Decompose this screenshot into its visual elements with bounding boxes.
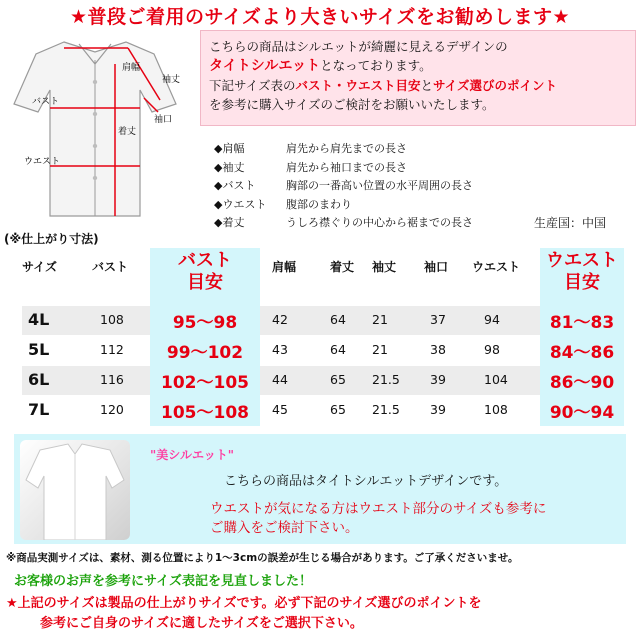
cuff-label: 袖口 [154, 115, 173, 125]
headline: ★普段ご着用のサイズより大きいサイズをお勧めします★ [69, 6, 571, 28]
definition-item: ◆バスト 胸部の一番高い位置の水平周囲の長さ [214, 179, 473, 192]
header-cuff: 袖口 [424, 260, 449, 274]
size-cell: 7L [28, 400, 50, 419]
shoulder-label: 肩幅 [122, 63, 141, 73]
definition-item: ◆ウエスト 腹部のまわり [214, 197, 352, 211]
notice-line-1: こちらの商品はシルエットが綺麗に見えるデザインの [209, 39, 508, 54]
bust-guide-cell: 99～102 [166, 343, 244, 363]
length-label: 着丈 [118, 127, 137, 137]
notice-line-4: を参考に購入サイズのご検討をお願いいたします。 [209, 97, 495, 112]
shoulder-cell: 44 [272, 372, 288, 387]
waist-cell: 98 [484, 342, 500, 357]
measurement-definitions [214, 140, 473, 233]
definition-item: ◆肩幅 肩先から肩先までの長さ [214, 142, 407, 155]
size-cell: 5L [28, 340, 50, 359]
length-cell: 64 [330, 312, 346, 327]
bust-cell: 112 [100, 342, 124, 357]
shirt-measurement-diagram [4, 34, 186, 224]
final-notice: ★上記のサイズは製品の仕上がりサイズです。必ず下記のサイズ選びのポイントを 参考にご自身のサイズに適したサイズをご選択下さい。 [6, 596, 482, 631]
definition-item: ◆袖丈 肩先から袖口までの長さ [214, 160, 407, 174]
country-of-origin: 生産国：中国 [534, 216, 607, 230]
notice-line-2-rest: となっております。 [320, 58, 432, 73]
notice-line-3b: と [420, 78, 434, 93]
measurement-disclaimer: ※商品実測サイズは、素材、測る位置により1～3cmの誤差が生じる場合があります。ご了承くださいませ。 [6, 552, 519, 564]
notice-size-points: サイズ選びのポイント [433, 78, 558, 93]
header-bust: バスト [92, 260, 129, 274]
bust-guide-cell: 102～105 [161, 373, 249, 393]
promo-waist-note: ウエストが気になる方はウエスト部分のサイズも参考に ご購入をご検討下さい。 [210, 501, 547, 536]
bust-cell: 108 [100, 312, 124, 327]
header-sleeve: 袖丈 [372, 260, 397, 274]
bust-guide-cell: 95～98 [172, 313, 238, 333]
bust-guide-cell: 105～108 [161, 403, 249, 423]
blouse-photo [20, 440, 130, 540]
sleeve-cell: 21 [372, 342, 388, 357]
sleeve-cell: 21.5 [372, 372, 400, 387]
cuff-cell: 38 [430, 342, 446, 357]
waist-guide-cell: 81～83 [549, 313, 615, 333]
size-cell: 6L [28, 370, 50, 389]
notice-bust-waist-guide: バスト・ウエスト目安 [295, 78, 421, 93]
shoulder-cell: 43 [272, 342, 288, 357]
finished-size-note: (※仕上がり寸法) [4, 232, 99, 246]
waist-guide-cell: 90～94 [549, 403, 615, 423]
waist-cell: 104 [484, 372, 508, 387]
notice-tight-silhouette: タイトシルエット [209, 58, 321, 74]
sleeve-length-label: 袖丈 [162, 75, 181, 85]
length-cell: 65 [330, 402, 346, 417]
silhouette-notice [200, 30, 636, 126]
header-shoulder: 肩幅 [272, 260, 297, 274]
bust-label: バスト [32, 97, 60, 107]
waist-cell: 94 [484, 312, 500, 327]
promo-title: "美シルエット" [150, 448, 234, 462]
waist-cell: 108 [484, 402, 508, 417]
waist-label: ウエスト [24, 157, 61, 167]
bust-cell: 120 [100, 402, 124, 417]
cuff-cell: 39 [430, 372, 446, 387]
shoulder-cell: 42 [272, 312, 288, 327]
cuff-cell: 37 [430, 312, 446, 327]
notice-line-3a: 下記サイズ表の [209, 78, 296, 93]
cuff-cell: 39 [430, 402, 446, 417]
bust-cell: 116 [100, 372, 124, 387]
definition-item: ◆着丈 うしろ襟ぐりの中心から裾までの長さ [214, 216, 473, 229]
review-note: お客様のお声を参考にサイズ表記を見直しました！ [14, 574, 312, 589]
header-bust-guide: バスト 目安 [178, 250, 232, 293]
header-waist: ウエスト [472, 260, 521, 274]
header-size: サイズ [22, 260, 58, 274]
waist-guide-cell: 86～90 [549, 373, 615, 393]
sleeve-cell: 21 [372, 312, 388, 327]
shoulder-cell: 45 [272, 402, 288, 417]
header-length: 着丈 [330, 260, 355, 274]
sleeve-cell: 21.5 [372, 402, 400, 417]
size-cell: 4L [28, 310, 50, 329]
length-cell: 65 [330, 372, 346, 387]
promo-text: こちらの商品はタイトシルエットデザインです。 [224, 474, 508, 489]
length-cell: 64 [330, 342, 346, 357]
waist-guide-cell: 84～86 [549, 343, 615, 363]
header-waist-guide: ウエスト 目安 [546, 250, 618, 293]
